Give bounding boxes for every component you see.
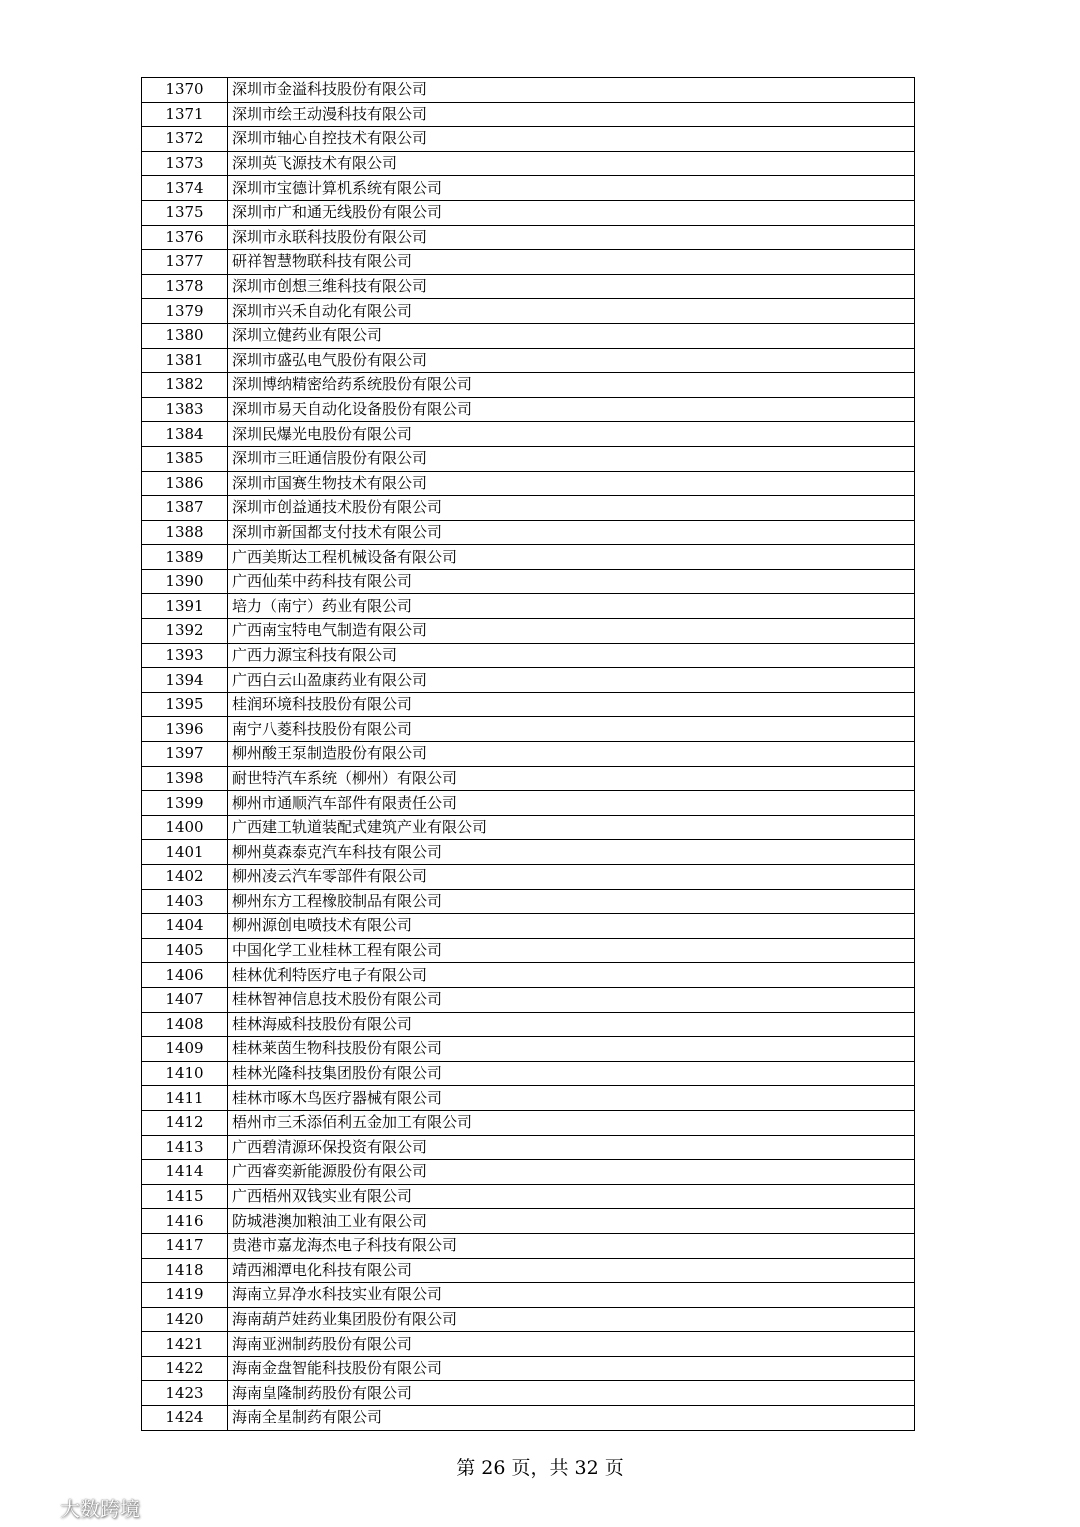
table-row [142,250,915,275]
company-name: 柳州莫森泰克汽车科技有限公司 [228,840,915,865]
row-number: 1410 [142,1061,228,1086]
row-number: 1405 [142,938,228,963]
company-name: 深圳民爆光电股份有限公司 [228,422,915,447]
table-row [142,496,915,521]
row-number: 1422 [142,1356,228,1381]
company-name: 深圳立健药业有限公司 [228,323,915,348]
row-number: 1384 [142,422,228,447]
row-number: 1402 [142,865,228,890]
table-row [142,569,915,594]
table-row [142,889,915,914]
table-row [142,643,915,668]
table-row [142,1135,915,1160]
table-row [142,840,915,865]
table-row [142,1307,915,1332]
table-row [142,1406,915,1431]
row-number: 1390 [142,569,228,594]
company-name: 柳州酸王泵制造股份有限公司 [228,742,915,767]
company-name: 培力（南宁）药业有限公司 [228,594,915,619]
table-row [142,1233,915,1258]
row-number: 1392 [142,619,228,644]
table-row [142,1160,915,1185]
company-name: 贵港市嘉龙海杰电子科技有限公司 [228,1233,915,1258]
row-number: 1381 [142,348,228,373]
table-row [142,1258,915,1283]
company-name: 深圳市创益通技术股份有限公司 [228,496,915,521]
row-number: 1401 [142,840,228,865]
row-number: 1379 [142,299,228,324]
table-row [142,766,915,791]
row-number: 1391 [142,594,228,619]
row-number: 1383 [142,397,228,422]
company-name: 柳州市通顺汽车部件有限责任公司 [228,791,915,816]
table-row [142,938,915,963]
table-row [142,446,915,471]
table-row [142,692,915,717]
row-number: 1386 [142,471,228,496]
company-name: 广西睿奕新能源股份有限公司 [228,1160,915,1185]
table-row [142,520,915,545]
table-row [142,1110,915,1135]
row-number: 1418 [142,1258,228,1283]
company-table-body [142,78,915,1431]
company-name: 中国化学工业桂林工程有限公司 [228,938,915,963]
company-name: 桂林智神信息技术股份有限公司 [228,987,915,1012]
table-row [142,1356,915,1381]
table-row [142,1012,915,1037]
row-number: 1407 [142,987,228,1012]
table-row [142,717,915,742]
company-name: 海南金盘智能科技股份有限公司 [228,1356,915,1381]
table-row [142,274,915,299]
row-number: 1373 [142,151,228,176]
table-row [142,1061,915,1086]
row-number: 1403 [142,889,228,914]
company-name: 海南皇隆制药股份有限公司 [228,1381,915,1406]
row-number: 1408 [142,1012,228,1037]
row-number: 1372 [142,127,228,152]
table-row [142,422,915,447]
table-row [142,323,915,348]
row-number: 1400 [142,815,228,840]
company-name: 深圳市三旺通信股份有限公司 [228,446,915,471]
table-row [142,373,915,398]
row-number: 1412 [142,1110,228,1135]
row-number: 1423 [142,1381,228,1406]
company-name: 广西梧州双钱实业有限公司 [228,1184,915,1209]
company-name: 深圳市宝德计算机系统有限公司 [228,176,915,201]
company-name: 广西力源宝科技有限公司 [228,643,915,668]
table-row [142,127,915,152]
row-number: 1385 [142,446,228,471]
company-name: 广西白云山盈康药业有限公司 [228,668,915,693]
row-number: 1420 [142,1307,228,1332]
table-row [142,1086,915,1111]
table-row [142,1332,915,1357]
table-row [142,1283,915,1308]
row-number: 1388 [142,520,228,545]
company-name: 深圳博纳精密给药系统股份有限公司 [228,373,915,398]
company-name: 南宁八菱科技股份有限公司 [228,717,915,742]
table-row [142,78,915,103]
row-number: 1395 [142,692,228,717]
row-number: 1376 [142,225,228,250]
table-row [142,151,915,176]
company-name: 梧州市三禾添佰利五金加工有限公司 [228,1110,915,1135]
table-row [142,594,915,619]
table-row [142,963,915,988]
table-row [142,865,915,890]
table-row [142,397,915,422]
company-name: 桂林光隆科技集团股份有限公司 [228,1061,915,1086]
company-name: 广西南宝特电气制造有限公司 [228,619,915,644]
company-name: 柳州凌云汽车零部件有限公司 [228,865,915,890]
row-number: 1404 [142,914,228,939]
table-row [142,987,915,1012]
company-name: 桂林莱茵生物科技股份有限公司 [228,1037,915,1062]
row-number: 1416 [142,1209,228,1234]
logo-icon [10,1493,54,1522]
row-number: 1380 [142,323,228,348]
table-row [142,742,915,767]
company-name: 深圳市盛弘电气股份有限公司 [228,348,915,373]
company-name: 海南全星制药有限公司 [228,1406,915,1431]
row-number: 1387 [142,496,228,521]
company-name: 深圳市金溢科技股份有限公司 [228,78,915,103]
row-number: 1389 [142,545,228,570]
table-row [142,1209,915,1234]
row-number: 1370 [142,78,228,103]
company-name: 海南立昇净水科技实业有限公司 [228,1283,915,1308]
row-number: 1394 [142,668,228,693]
company-name: 防城港澳加粮油工业有限公司 [228,1209,915,1234]
company-name: 海南葫芦娃药业集团股份有限公司 [228,1307,915,1332]
company-table [141,77,915,1431]
company-name: 深圳市创想三维科技有限公司 [228,274,915,299]
table-row [142,815,915,840]
table-row [142,176,915,201]
company-name: 耐世特汽车系统（柳州）有限公司 [228,766,915,791]
company-name: 广西仙茱中药科技有限公司 [228,569,915,594]
row-number: 1378 [142,274,228,299]
company-name: 桂林市啄木鸟医疗器械有限公司 [228,1086,915,1111]
company-name: 柳州源创电喷技术有限公司 [228,914,915,939]
table-row [142,791,915,816]
row-number: 1377 [142,250,228,275]
table-row [142,619,915,644]
company-name: 深圳市广和通无线股份有限公司 [228,200,915,225]
company-name: 深圳英飞源技术有限公司 [228,151,915,176]
row-number: 1411 [142,1086,228,1111]
company-name: 深圳市永联科技股份有限公司 [228,225,915,250]
watermark-text: 大数跨境 [60,1497,140,1521]
table-row [142,1037,915,1062]
row-number: 1414 [142,1160,228,1185]
company-name: 深圳市新国都支付技术有限公司 [228,520,915,545]
row-number: 1374 [142,176,228,201]
row-number: 1421 [142,1332,228,1357]
page-footer: 第 26 页，共 32 页 [456,1457,624,1479]
company-name: 广西碧清源环保投资有限公司 [228,1135,915,1160]
row-number: 1406 [142,963,228,988]
table-row [142,914,915,939]
row-number: 1382 [142,373,228,398]
company-name: 广西美斯达工程机械设备有限公司 [228,545,915,570]
table-row [142,102,915,127]
table-row [142,471,915,496]
row-number: 1417 [142,1233,228,1258]
company-name: 深圳市国赛生物技术有限公司 [228,471,915,496]
table-row [142,1381,915,1406]
company-name: 深圳市兴禾自动化有限公司 [228,299,915,324]
table-row [142,225,915,250]
row-number: 1398 [142,766,228,791]
table-row [142,200,915,225]
company-name: 靖西湘潭电化科技有限公司 [228,1258,915,1283]
company-name: 柳州东方工程橡胶制品有限公司 [228,889,915,914]
table-row [142,545,915,570]
table-row [142,348,915,373]
company-name: 广西建工轨道装配式建筑产业有限公司 [228,815,915,840]
row-number: 1375 [142,200,228,225]
company-name: 桂润环境科技股份有限公司 [228,692,915,717]
row-number: 1415 [142,1184,228,1209]
company-name: 桂林优利特医疗电子有限公司 [228,963,915,988]
company-name: 研祥智慧物联科技有限公司 [228,250,915,275]
row-number: 1413 [142,1135,228,1160]
company-name: 深圳市轴心自控技术有限公司 [228,127,915,152]
table-row [142,299,915,324]
company-name: 桂林海威科技股份有限公司 [228,1012,915,1037]
table-row [142,668,915,693]
row-number: 1424 [142,1406,228,1431]
row-number: 1396 [142,717,228,742]
row-number: 1399 [142,791,228,816]
watermark [10,1493,140,1522]
company-name: 深圳市绘王动漫科技有限公司 [228,102,915,127]
row-number: 1393 [142,643,228,668]
company-name: 深圳市易天自动化设备股份有限公司 [228,397,915,422]
row-number: 1419 [142,1283,228,1308]
row-number: 1409 [142,1037,228,1062]
row-number: 1371 [142,102,228,127]
table-row [142,1184,915,1209]
row-number: 1397 [142,742,228,767]
company-name: 海南亚洲制药股份有限公司 [228,1332,915,1357]
